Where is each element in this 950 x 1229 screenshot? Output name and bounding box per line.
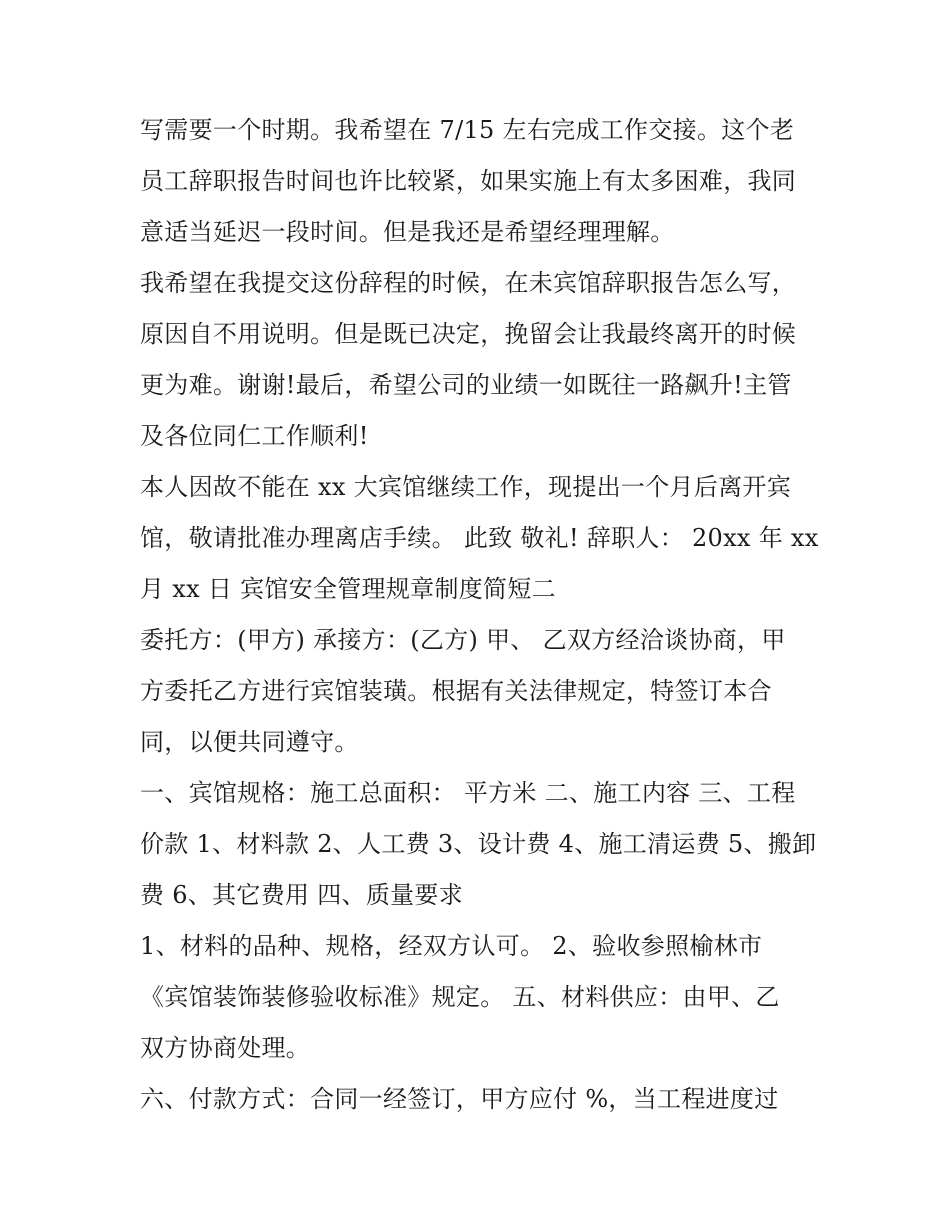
text-line: 一、宾馆规格：施工总面积： 平方米 二、施工内容 三、工程 [140,779,796,807]
text-line: 月 xx 日 宾馆安全管理规章制度简短二 [140,575,556,603]
text-line: 馆，敬请批准办理离店手续。 此致 敬礼! 辞职人： 20xx 年 xx [140,524,819,552]
text-line: 同，以便共同遵守。 [140,728,359,756]
text-line: 及各位同仁工作顺利! [140,422,369,450]
text-line: 委托方：(甲方) 承接方：(乙方) 甲、 乙双方经洽谈协商，甲 [140,626,786,654]
text-line: 我希望在我提交这份辞程的时候，在未宾馆辞职报告怎么写， [140,269,797,297]
text-line: 双方协商处理。 [140,1034,311,1062]
text-line: 费 6、其它费用 四、质量要求 [140,881,464,909]
text-line: 意适当延迟一段时间。但是我还是希望经理理解。 [140,218,675,246]
text-line: 六、付款方式：合同一经签订，甲方应付 %，当工程进度过 [140,1085,779,1113]
document-body [140,105,820,1125]
text-line: 价款 1、材料款 2、人工费 3、设计费 4、施工清运费 5、搬卸 [140,830,817,858]
text-line: 本人因故不能在 xx 大宾馆继续工作，现提出一个月后离开宾 [140,473,792,501]
text-line: 方委托乙方进行宾馆装璜。根据有关法律规定，特签订本合 [140,677,772,705]
text-line: 更为难。谢谢!最后，希望公司的业绩一如既往一路飙升!主管 [140,371,792,399]
text-line: 写需要一个时期。我希望在 7/15 左右完成工作交接。这个老 [140,116,795,144]
text-line: 《宾馆装饰装修验收标准》规定。 五、材料供应：由甲、乙 [140,983,780,1011]
text-line: 员工辞职报告时间也许比较紧，如果实施上有太多困难，我同 [140,167,797,195]
text-line: 1、材料的品种、规格，经双方认可。 2、验收参照榆林市 [140,932,763,960]
text-line: 原因自不用说明。但是既已决定，挽留会让我最终离开的时候 [140,320,797,348]
